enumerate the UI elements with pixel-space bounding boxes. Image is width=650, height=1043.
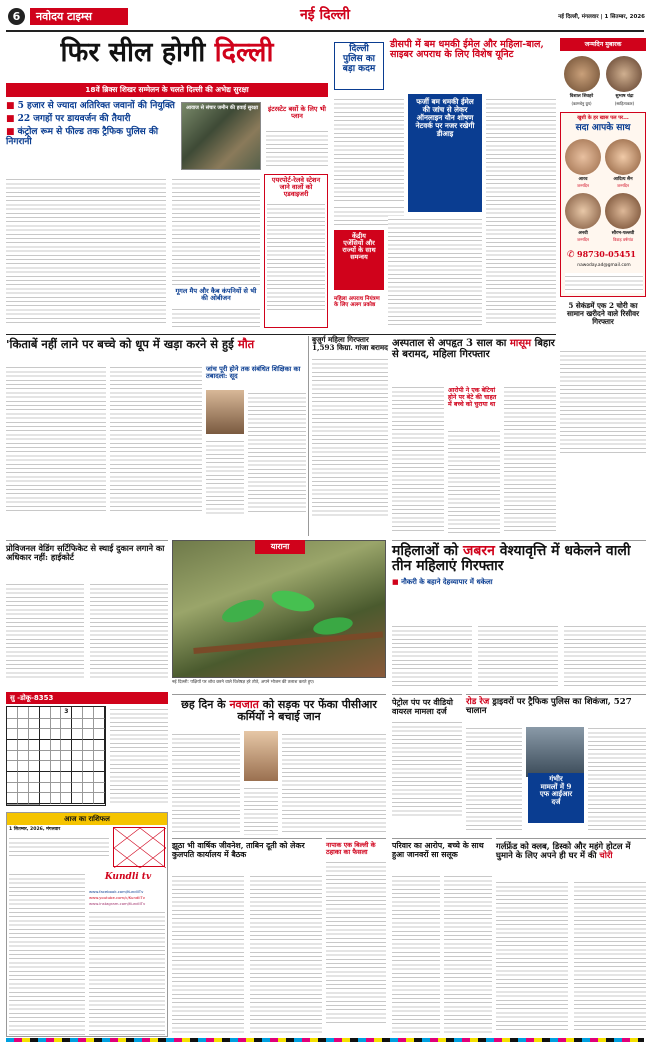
sudoku-cell	[40, 707, 51, 719]
sudoku-cell	[29, 783, 40, 794]
social-link[interactable]: www.facebook.com/KundliTv	[89, 889, 144, 894]
sudoku-cell	[61, 729, 72, 740]
bottom-headline-1: झूठा भी वार्षिक जीवनेश, ताबिन दूती को लेकर कुलपति कार्यालय में बैठक	[172, 841, 305, 859]
roadrage-headline: रोड रेज ड्राइवरों पर ट्रैफिक पुलिस का शिकंजा, 527 चालान	[466, 697, 632, 717]
newborn-story	[172, 694, 386, 834]
social-link[interactable]: www.youtube.com/c/KundliTv	[89, 895, 145, 900]
sudoku-cell: 3	[61, 707, 72, 719]
sudoku-cell	[72, 772, 83, 783]
kidnap-sidehead: आरोपी ने एक बेटियां होने पर बेटे की चाहत में बच्चे को चुराया था	[448, 387, 497, 408]
kidnap-headline: अस्पताल से अपहृत 3 साल का मासूम बिहार से बरामद, महिला गिरफ्तार	[392, 338, 555, 360]
sudoku-grid	[6, 706, 106, 806]
parrot-feature	[172, 540, 386, 690]
print-marks	[6, 1038, 644, 1042]
books-headline: 'किताबें नहीं लाने पर बच्चे को धूप में खड़ा करने से हुई मौत	[6, 337, 255, 351]
sudoku-cell	[18, 761, 29, 772]
books-story	[6, 336, 306, 536]
promo-email: nawoday.ad@gmail.com	[577, 263, 631, 268]
sudoku-cell	[40, 729, 51, 740]
sudoku-cell	[83, 761, 94, 772]
sudoku-cell	[72, 783, 83, 794]
paper-name: नवोदय टाइम्स	[30, 8, 128, 25]
sudoku-cell	[51, 707, 62, 719]
sudoku-cell	[7, 729, 18, 740]
sudoku-cell	[7, 804, 18, 805]
rashifal-date: 1 सितम्बर, 2026, मंगलवार	[9, 827, 61, 832]
sudoku-cell	[29, 761, 40, 772]
sudoku-cell	[51, 793, 62, 804]
sudoku-cell	[61, 793, 72, 804]
sudoku-cell	[72, 761, 83, 772]
parrot-label: याराना	[255, 540, 305, 554]
sudoku-cell	[40, 772, 51, 783]
promo-phone: 98730-05451	[577, 249, 636, 259]
lead-photo	[181, 102, 261, 170]
police-kicker: दिल्ली पुलिस का बड़ा कदम	[334, 42, 384, 90]
lead-side-head: इंटरस्टेट बसों के लिए भी प्लान	[268, 105, 326, 121]
police-side-box: केंद्रीय एजेंसियों और राज्यों के साथ समन्वय	[334, 230, 384, 290]
sudoku-cell	[29, 707, 40, 719]
sudoku-cell	[72, 719, 83, 730]
lead-advisory-box	[264, 174, 328, 328]
sudoku-cell	[94, 772, 105, 783]
roadrage-story	[466, 694, 646, 834]
sudoku-label: सु -डोकू-8353	[6, 692, 168, 704]
robbery-headline: 5 सेकंडमें एक 2 चोरी का सामान खरीदने वाले रिसीवर गिरफ्तार	[566, 301, 640, 326]
avatar	[564, 56, 600, 92]
sudoku-cell	[61, 719, 72, 730]
bottom-story-1	[172, 838, 322, 1038]
sudoku-cell	[94, 751, 105, 762]
trafficking-story	[392, 540, 646, 690]
roadrage-box: गंभीर मामलों में 9 एफ आईआर दर्ज	[528, 773, 584, 823]
sudoku-cell	[51, 772, 62, 783]
sudoku-cell	[61, 751, 72, 762]
lead-bullet: ■ कंट्रोल रूम से फील्ड तक ट्रैफिक पुलिस की निगरानी	[6, 128, 176, 148]
newborn-headline: छह दिन के नवजात को सड़क पर फेंका पीसीआर कर्मियों ने बचाई जान	[181, 698, 377, 724]
sudoku-cell	[51, 751, 62, 762]
sudoku-cell	[61, 761, 72, 772]
lead-bullets	[6, 102, 176, 148]
sudoku-cell	[83, 793, 94, 804]
lead-bullet: ■ 5 हजार से ज्यादा अतिरिक्त जवानों की नियुक्ति	[6, 102, 176, 112]
sudoku-cell	[83, 783, 94, 794]
sudoku-cell	[51, 761, 62, 772]
social-link[interactable]: www.instagram.com/KundliTv	[89, 901, 146, 906]
bottom-story-4	[496, 838, 646, 1038]
trafficking-sidehead: ■ नौकरी के बहाने देहव्यापार में धकेला	[392, 578, 646, 586]
sudoku-cell	[29, 719, 40, 730]
lead-body-1	[6, 176, 166, 326]
sidebar	[560, 36, 646, 456]
sudoku-cell	[29, 804, 40, 805]
rashifal-title: आज का राशिफल	[7, 813, 167, 825]
person-role: (साहित्यकार)	[614, 101, 635, 106]
city-label: नई दिल्ली	[299, 7, 350, 23]
sudoku-cell	[18, 729, 29, 740]
petrol-story	[392, 694, 462, 834]
promo-title: खुशी के हर खास पल पर...	[577, 115, 629, 121]
bottom-headline-4: गर्लफ्रेंड को क्लब, डिस्को और महंगे होटल में घुमाने के लिए अपने ही घर में की चोरी	[496, 841, 631, 861]
dateline: नई दिल्ली, मंगलवार | 1 सितम्बर, 2026	[558, 14, 645, 20]
lead-photo-caption: आवाज से संचार जमीन की हवाई सुरक्षा	[185, 105, 258, 111]
sudoku-cell	[7, 707, 18, 719]
sudoku-cell	[18, 740, 29, 751]
bottom-story-2	[326, 838, 386, 1038]
sudoku-cell	[83, 740, 94, 751]
promo-head: सदा आपके साथ	[575, 123, 631, 133]
bottom-headline-2: नापाक एक बिल्ली के ठहाका का फैसला	[326, 841, 376, 857]
page-header	[0, 0, 650, 34]
sudoku-cell	[51, 783, 62, 794]
person-name: सुभाष चंद्रा	[615, 94, 634, 99]
sudoku-cell	[51, 719, 62, 730]
sudoku-cell	[94, 740, 105, 751]
sudoku-cell	[83, 719, 94, 730]
sudoku-cell	[18, 772, 29, 783]
bazaar-headline: प्रोविजनल वेडिंग सर्टिफिकेट से स्थाई दुकान लगाने का अधिकार नहीं: हाईकोर्ट	[6, 543, 165, 563]
page-number: 6	[8, 8, 25, 25]
kundli-logo: Kundli tv	[104, 872, 152, 882]
lead-subheadline: 18वें ब्रिक्स शिखर सम्मेलन के चलते दिल्ली की अभेद्य सुरक्षा	[6, 83, 328, 97]
bazaar-story	[6, 540, 168, 685]
books-sidehead: जांच पूरी होने तक संबंधित शिक्षिका का तबादला: सूद	[206, 365, 301, 381]
bottom-story-3	[392, 838, 492, 1038]
sudoku-cell	[7, 761, 18, 772]
lead-story	[6, 36, 328, 331]
sudoku-cell	[72, 751, 83, 762]
sudoku-cell	[94, 793, 105, 804]
police-headline: डीसपी में बम धमकी ईमेल और महिला-बाल, साइबर अपराध के लिए विशेष यूनिट	[390, 39, 544, 61]
sudoku-cell	[83, 729, 94, 740]
lead-headline: फिर सील होगी दिल्ली	[60, 37, 274, 68]
sudoku-cell	[94, 783, 105, 794]
lead-bullet: ■ 22 जगहों पर डायवर्जन की तैयारी	[6, 115, 176, 125]
sudoku-cell	[94, 719, 105, 730]
sudoku-cell	[94, 761, 105, 772]
roadrage-photo	[526, 727, 584, 777]
sudoku-cell	[72, 740, 83, 751]
lead-body-2	[172, 176, 260, 286]
woman-story	[308, 336, 388, 536]
police-subhead: महिला अपराध नियंत्रण के लिए अलग प्रकोष्ठ	[334, 296, 380, 309]
sudoku-cell	[29, 740, 40, 751]
newborn-photo	[244, 731, 278, 781]
sudoku-cell	[83, 751, 94, 762]
kidnap-body	[392, 384, 556, 534]
portrait-photo	[206, 390, 244, 434]
sudoku-cell	[7, 793, 18, 804]
sudoku-cell	[18, 751, 29, 762]
sudoku-cell	[29, 772, 40, 783]
sudoku-cell	[29, 751, 40, 762]
sudoku-cell	[61, 772, 72, 783]
lead-advisory-head: एयरपोर्ट-रेलवे स्टेशन जाने वालों को एडवाइजरी	[271, 176, 321, 199]
sudoku-cell	[18, 793, 29, 804]
sudoku-cell	[51, 740, 62, 751]
sudoku-cell	[7, 719, 18, 730]
sudoku-cell	[72, 729, 83, 740]
bottom-headline-3: परिवार का आरोप, बच्चे के साथ हुआ जानवरों सा सलूक	[392, 841, 484, 859]
petrol-headline: पेट्रोल पंप पर वीडियो वायरल मामला दर्ज	[392, 697, 453, 716]
trafficking-headline: महिलाओं को जबरन वेश्यावृत्ति में धकेलने वाली तीन महिलाएं गिरफ्तार	[392, 543, 631, 575]
sudoku-cell	[18, 719, 29, 730]
sudoku-cell	[7, 783, 18, 794]
sudoku-cell	[72, 793, 83, 804]
sudoku-cell	[40, 740, 51, 751]
person-role: (कामधेनु ग्रुप)	[571, 101, 592, 106]
sudoku-cell	[7, 740, 18, 751]
sudoku-cell	[40, 783, 51, 794]
promo-box: खुशी के हर खास पल पर... सदा आपके साथ आरव जन्मदिन आदित्य सैन जन्मदिन अनवी जन्मदिन सौरभ-पल्लवी विवाह वर्षगांठ ✆ 98730-05451 nawoday.ad@gmail.com	[560, 112, 646, 297]
sudoku-cell	[40, 719, 51, 730]
sudoku-cell	[94, 729, 105, 740]
sudoku-cell	[61, 740, 72, 751]
sudoku-cell	[72, 707, 83, 719]
phone-icon: ✆	[567, 250, 575, 260]
sudoku-cell	[29, 793, 40, 804]
sudoku-cell	[61, 783, 72, 794]
police-quote: फर्जी बम धमकी ईमेल की जांच से लेकर ऑनलाइन यौन शोषण नेटवर्क पर नजर रखेगी डीआइ	[408, 94, 482, 212]
sudoku-cell	[18, 804, 29, 805]
parrot-image	[173, 541, 387, 679]
parrot-caption: नई दिल्ली: पक्षियों पर शोध करने वाले विशेषज्ञ हरे तोते, अपने भोजन की तलाश करते हुए।	[172, 680, 315, 685]
sudoku-cell	[94, 707, 105, 719]
birthday-greeting: जन्मदिन मुबारक	[560, 38, 646, 51]
sudoku-cell	[83, 707, 94, 719]
sudoku-cell	[7, 751, 18, 762]
kundli-chart	[113, 827, 165, 867]
sudoku-cell	[18, 707, 29, 719]
sudoku-cell	[29, 729, 40, 740]
avatar	[606, 56, 642, 92]
sudoku-cell	[40, 751, 51, 762]
woman-headline: बुजुर्ग महिला गिरफ्तार 1,593 किग्रा. गांजा बरामद	[312, 335, 388, 352]
sudoku-block	[6, 692, 168, 810]
lead-box2-head: गूगल मैप और कैब कंपनियों से भी की ओबीजन	[175, 287, 257, 303]
sudoku-cell	[40, 761, 51, 772]
person-name: विशाल शिवहरे	[569, 94, 594, 99]
sudoku-cell	[40, 793, 51, 804]
rashifal-block	[6, 812, 168, 1037]
sudoku-cell	[7, 772, 18, 783]
sudoku-cell	[83, 772, 94, 783]
parrot-photo	[172, 540, 386, 678]
sudoku-cell	[51, 729, 62, 740]
police-story	[334, 36, 556, 331]
sudoku-cell	[18, 783, 29, 794]
